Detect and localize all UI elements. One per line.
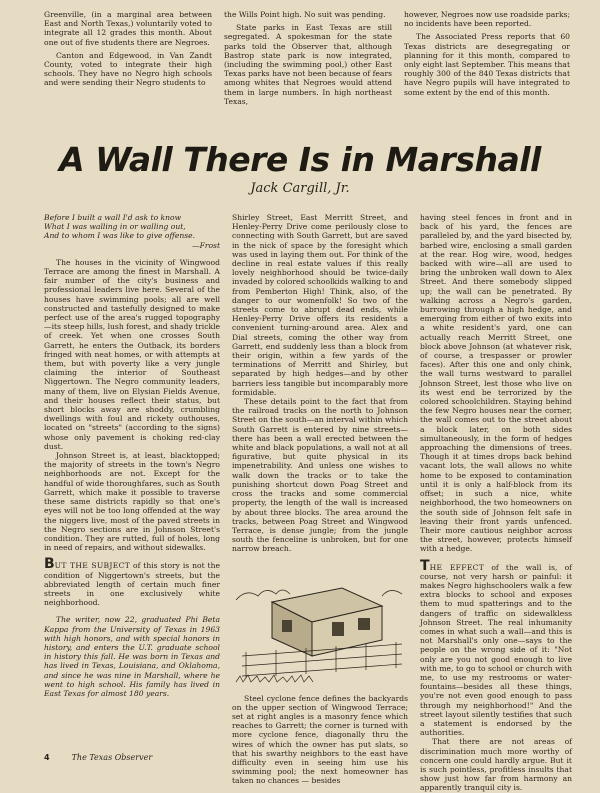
dropcap-paragraph bbox=[420, 557, 572, 738]
page-footer bbox=[44, 753, 224, 762]
article-title: A Wall There Is in Marshall bbox=[59, 140, 541, 179]
paragraph: State parks in East Texas are still segregated. A spokesman for the state parks told the Observer that, although Bastrop state park is now integrated, (including the swimming pool,) other East Texas parks have not been because of fears among whites that Negroes would attend them in large numbers. In high northeast Texas, bbox=[224, 23, 392, 106]
epigraph-line: Before I built a wall I'd ask to know bbox=[44, 213, 182, 222]
paragraph: Greenville, (in a marginal area between East and North Texas,) voluntarily voted to integrate all 12 grades this month. About one out of five students there are Negroes. bbox=[44, 10, 212, 47]
byline: Jack Cargill, Jr. bbox=[250, 181, 350, 196]
paragraph: having steel fences in front and in back of his yard, the fences are paralleled by, and the yard bisected by, barbed wire, enclosing a small garden at the rear. Hog wire, wood, hedges backed with wire—all are used to bring the unbroken wall down to Alex Street. And there somebody slipped up; the wall can be penetrated. By walking across a Negro's garden, burrowing through a high hedge, and emerging from either of two exits into a white resident's yard, one can actually reach Merritt Street, one block above Johnson (at whatever risk, of course, a trespasser or prowler faces). After this one and only chink, the wall turns westward to parallel Johnson Street, lest those who live on its west end be terrorized by the colored schoolchildren. Staying behind the few Negro houses near the corner, the wall comes out to the street about a block later, on both sides simultaneously, in the form of hedges approaching the dimensions of trees. Though it at times drops back behind vacant lots, the wall allows no white home to be exposed to contamination until it is only a half-block from its offset; in such a nice, white neighborhood, the two homeowners on the south side of Johnson felt safe in leaving their front yards unfenced. Their more cautious neighbor across the street, however, protects himself with a hedge. bbox=[420, 213, 572, 554]
paragraph: These details point to the fact that from the railroad tracks on the north to Johnson Street on the south—an interval within which South Garrett is entered by nine streets—there has been a wall erected between the white and black populations, a wall not at all figurative, but quite physical in its impenetrability. And unless one wishes to walk down the tracks or to take the punishing shortcut down Poag Street and cross the tracks and some commercial property, the length of the wall is increased by about three blocks. The area around the tracks, between Poag Street and Wingwood Terrace, is dense jungle; from the jungle south the fenceline is unbroken, but for one narrow breach. bbox=[232, 397, 408, 554]
paragraph: The Associated Press reports that 60 Texas districts are desegregating or planning for it this month, compared to only eight last September. This means that roughly 300 of the 840 Texas districts that have Negro pupils will have integrated to some extent by the end of this month. bbox=[404, 32, 570, 97]
page-number: 4 bbox=[44, 753, 50, 762]
article-column-2 bbox=[232, 213, 408, 786]
epigraph-line: What I was walling in or walling out, bbox=[44, 222, 186, 232]
top-column-1 bbox=[44, 10, 212, 92]
lead-in: HE EFFECT bbox=[429, 562, 485, 572]
illustration-caption: Steel cyclone fence defines the backyards on the upper section of Wingwood Terrace; set at right angles is a masonry fence which reaches to Garrett; the corner is turned with more cyclone fence, diagonally thru the wires of which the owner has put slats, so that his swarthy neighbors to the east have difficulty even in seeing him use his swimming pool; the next homeowner has taken no chances — besides bbox=[232, 693, 408, 786]
paragraph: Canton and Edgewood, in Van Zandt County, voted to integrate their high schools. They have no Negro high schools and were sending their Negro students to bbox=[44, 50, 212, 88]
fence-sketch-illustration bbox=[232, 560, 410, 690]
dropcap-paragraph bbox=[44, 556, 220, 608]
author-bio: The writer, now 22, graduated Phi Beta Kappa from the University of Texas in 1963 with high honors, and with special honors in history, and enters the U.T. graduate school in history this fall. He was born in Texas and has lived in Texas, Louisiana, and Oklahoma, and since he was nine in Marshall, where he went to high school. His family has lived in East Texas for almost 180 years. bbox=[44, 615, 220, 698]
paragraph-text: of this story is not the condition of Niggertown's streets, but the abbreviated length of certain much finer streets in one exclusively white neighborhood. bbox=[44, 561, 220, 608]
paragraph: The houses in the vicinity of Wingwood Terrace are among the finest in Marshall. A fair number of the city's business and professional leaders live here. Several of the houses have swimming pools; all are well constructed and tastefully designed to make perfect use of the area's rugged topography—its steep hills, lush forest, and shady trickle of creek. Yet when one crosses South Garrett, he enters the Outback, its borders fringed with neat homes, or with attempts at them, but with poverty like a very jungle claiming the interior of Southeast Niggertown. The Negro community leaders, many of them, live on Elysian Fields Avenue, and their houses reflect their status, but short blocks away are shoddy, crumbling dwellings with foul and rickety outhouses, located on "streets" (according to the signs) whose only pavement is choking red-clay dust. bbox=[44, 257, 220, 451]
article-column-3 bbox=[420, 213, 572, 793]
paragraph-text: of the wall is, of course, not very harsh or painful: it makes Negro highschoolers walk a few extra blocks to school and exposes them to mud spatterings and to the dangers of traffic on sidewalkless Johnson Street. The real inhumanity comes in what such a wall—and this is not Marshall's only one—says to the people on the wrong side of it: "Not only are you not good enough to live with me, to go to school or church with me, to use my restrooms or water-fountains—besides all these things, you're not even good enough to pass through my neighborhood!" And the street layout silently testifies that such a statement is endorsed by the authorities. bbox=[420, 562, 572, 738]
paragraph: the Wills Point high. No suit was pending. bbox=[224, 10, 386, 19]
paragraph: Johnson Street is, at least, blacktopped; the majority of streets in the town's Negro neighborhoods are not. Except for the handful of wide thoroughfares, such as South Garrett, which make it possible to traverse these same districts rapidly so that one's eyes will not be too long offended at the way the niggers live, most of the paved streets in the Negro sections are in Johnson Street's condition. They are rutted, full of holes, long in need of repairs, and without sidewalks. bbox=[44, 451, 220, 553]
publication-name: The Texas Observer bbox=[71, 753, 153, 762]
top-column-2 bbox=[224, 10, 392, 110]
paragraph: That there are not areas of discrimination much more worthy of concern one could hardly argue. But it is such pointless, profitless insults that show just how far from harmony an apparently tranquil city is. bbox=[420, 737, 572, 793]
drop-cap: T bbox=[420, 557, 430, 574]
article-column-1 bbox=[44, 213, 220, 698]
drop-cap: B bbox=[44, 556, 55, 573]
lead-in: UT THE SUBJECT bbox=[54, 561, 131, 571]
epigraph-attribution: —Frost bbox=[191, 240, 220, 250]
top-column-3 bbox=[404, 10, 570, 101]
epigraph bbox=[44, 213, 220, 250]
paragraph: Shirley Street, East Merritt Street, and Henley-Perry Drive come perilously close to connecting with South Garrett, but are saved in the nick of space by the foresight which was used in laying them out. For think of the decline in real estate values if this really lovely neighborhood should be twice-daily invaded by colored schoolkids walking to and from Pemberton High! Think, also, of the danger to our womenfolk! So two of the streets come to abrupt dead ends, while Henley-Perry Drive offers its residents a convenient turning-around area. Alex and Dial streets, coming the other way from Garrett, end suddenly less than a block from their origin, within a few yards of the terminations of Merritt and Shirley, but separated by high hedges—and by other barriers less tangible but incomparably more formidable. bbox=[232, 213, 408, 397]
epigraph-line: And to whom I was like to give offense. bbox=[44, 231, 196, 241]
paragraph: however, Negroes now use roadside parks; no incidents have been reported. bbox=[404, 10, 570, 29]
